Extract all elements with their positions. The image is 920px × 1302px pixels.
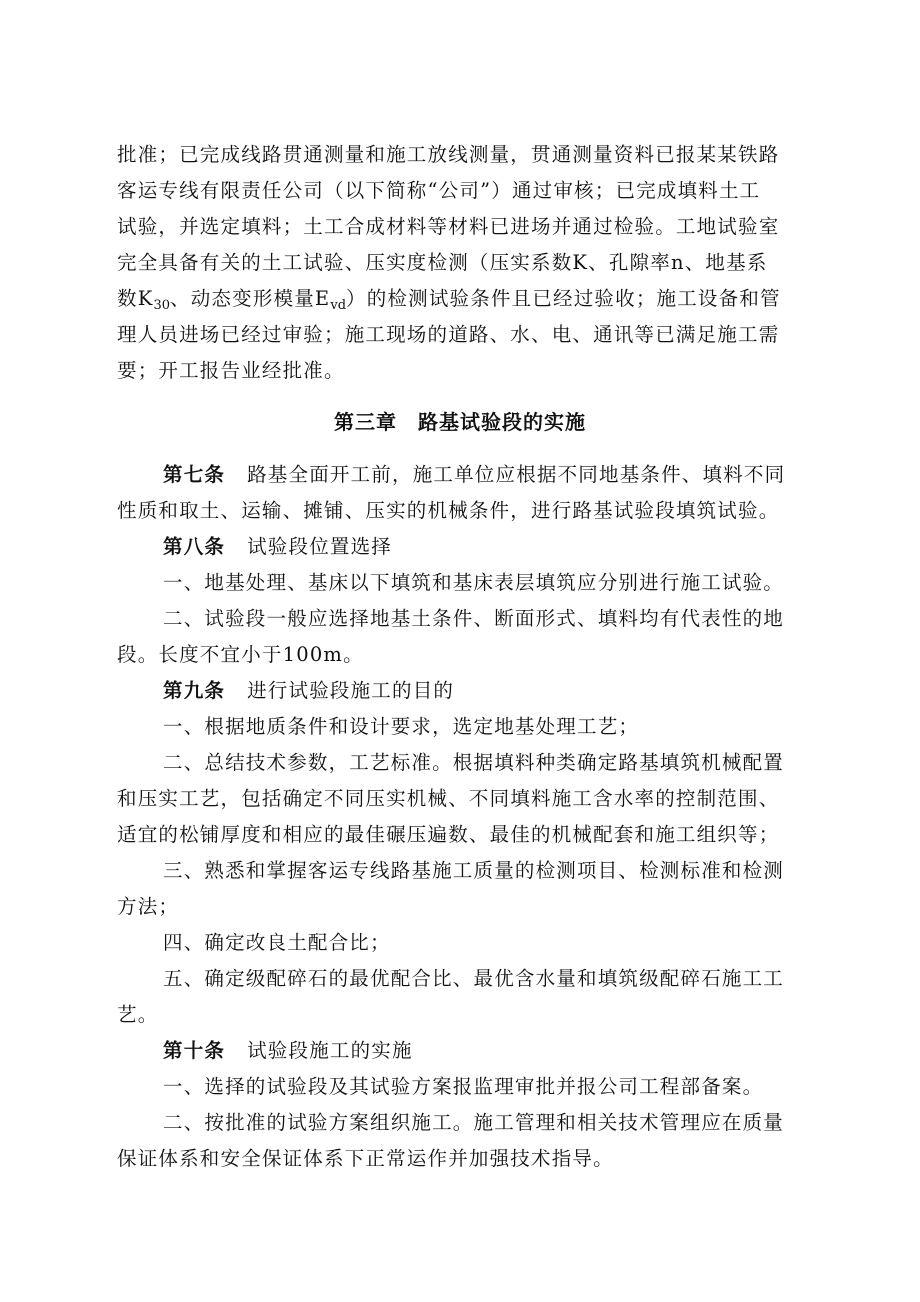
article-label: 第七条: [163, 463, 226, 486]
para-line: 理人员进场已经过审验；施工现场的道路、水、电、通讯等已满足施工需: [117, 323, 780, 346]
list-item-cont: 方法；: [117, 895, 180, 918]
para-line: 客运专线有限责任公司（以下简称“公司”）通过审核；已完成填料土工: [117, 179, 761, 202]
para-line: 完全具备有关的土工试验、压实度检测（压实系数K、孔隙率n、地基系: [117, 251, 768, 274]
para-line: [117, 289, 781, 312]
list-item: 四、确定改良土配合比；: [163, 931, 391, 954]
list-item-cont: 保证体系和安全保证体系下正常运作并加强技术指导。: [117, 1147, 614, 1170]
text-run: 数K: [117, 287, 154, 310]
list-item-cont: 适宜的松铺厚度和相应的最佳碾压遍数、最佳的机械配套和施工组织等；: [117, 823, 780, 846]
article-heading: [163, 1041, 413, 1061]
article-text: 路基全面开工前，施工单位应根据不同地基条件、填料不同: [247, 463, 786, 486]
article-label: 第九条: [163, 679, 226, 702]
text-run: 、动态变形模量E: [170, 287, 331, 310]
list-item: 五、确定级配碎石的最优配合比、最优含水量和填筑级配碎石施工工: [163, 967, 785, 990]
article-heading: [163, 681, 454, 701]
para-line: 要；开工报告业经批准。: [117, 359, 345, 382]
para-line: 试验，并选定填料；土工合成材料等材料已进场并通过检验。工地试验室: [117, 215, 780, 238]
article-title: 试验段位置选择: [247, 535, 393, 558]
list-item: 一、选择的试验段及其试验方案报监理审批并报公司工程部备案。: [163, 1075, 764, 1098]
article-label: 第八条: [163, 535, 226, 558]
list-item-cont: 段。长度不宜小于100m。: [117, 643, 364, 666]
article-line: 性质和取土、运输、摊铺、压实的机械条件，进行路基试验段填筑试验。: [117, 499, 780, 522]
list-item: 一、根据地质条件和设计要求，选定地基处理工艺；: [163, 715, 640, 738]
list-item: 二、总结技术参数，工艺标准。根据填料种类确定路基填筑机械配置: [163, 751, 785, 774]
list-item-cont: 艺。: [117, 1003, 159, 1026]
subscript: 30: [153, 298, 171, 313]
article-line: [163, 465, 785, 485]
list-item: 三、熟悉和掌握客运专线路基施工质量的检测项目、检测标准和检测: [163, 859, 785, 882]
chapter-title: 第三章 路基试验段的实施: [334, 410, 586, 434]
list-item: 二、按批准的试验方案组织施工。施工管理和相关技术管理应在质量: [163, 1111, 785, 1134]
text-run: ）的检测试验条件且已经过验收；施工设备和管: [346, 287, 781, 310]
article-heading: [163, 537, 392, 557]
article-title: 进行试验段施工的目的: [247, 679, 455, 702]
article-label: 第十条: [163, 1039, 226, 1062]
list-item: 二、试验段一般应选择地基土条件、断面形式、填料均有代表性的地: [163, 607, 785, 630]
list-item-cont: 和压实工艺，包括确定不同压实机械、不同填料施工含水率的控制范围、: [117, 787, 780, 810]
para-line: 批准；已完成线路贯通测量和施工放线测量，贯通测量资料已报某某铁路: [117, 143, 780, 166]
subscript: vd: [330, 298, 347, 313]
list-item: 一、地基处理、基床以下填筑和基床表层填筑应分别进行施工试验。: [163, 571, 785, 594]
article-title: 试验段施工的实施: [247, 1039, 413, 1062]
